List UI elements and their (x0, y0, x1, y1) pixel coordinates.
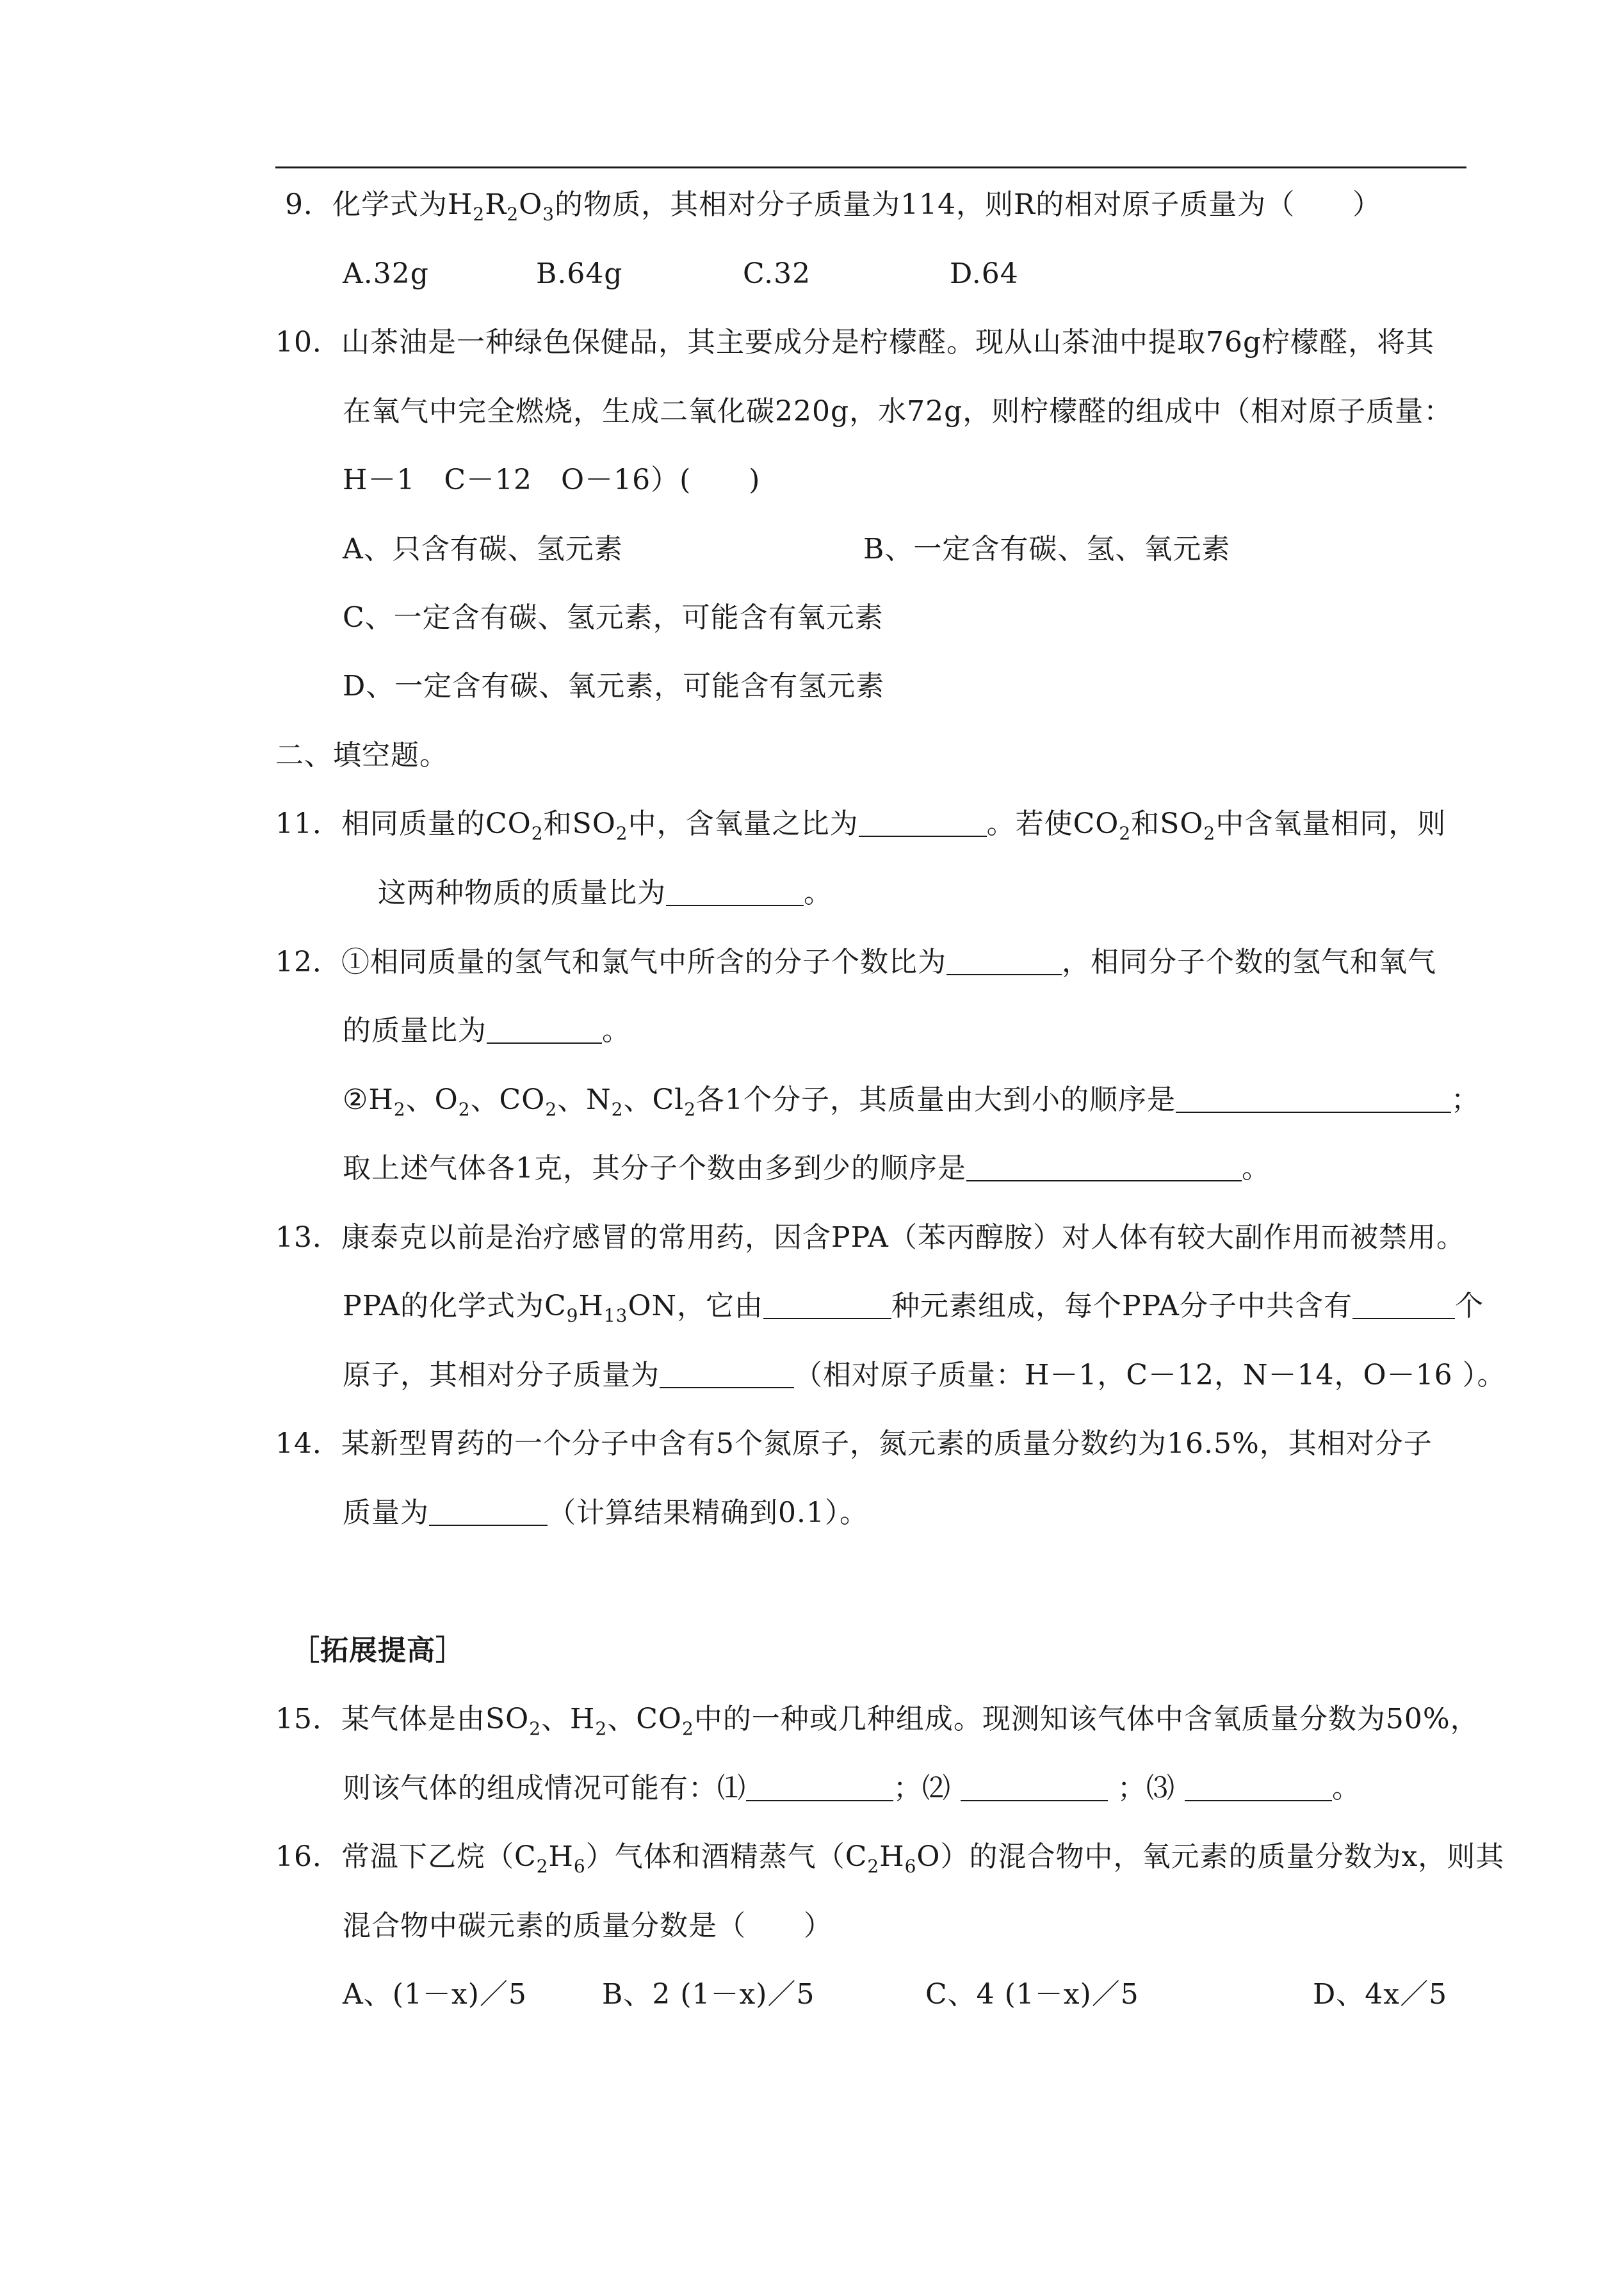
question-number: 9． (285, 188, 332, 221)
question-13-line-2: PPA的化学式为$C_9H_{13}ON$，它由 种元素组成，每个PPA分子中共含有 个 (343, 1290, 1484, 1326)
answer-blank[interactable] (763, 1290, 891, 1319)
question-11-line-2: 这两种物质的质量比为 。 (378, 877, 832, 909)
answer-blank[interactable] (666, 877, 804, 906)
question-13-line-3: 原子，其相对分子质量为 （相对原子质量：H－1，C－12，N－14，O－16 ）。 (343, 1359, 1506, 1391)
question-12-line-4: 取上述气体各1克，其分子个数由多到少的顺序是 。 (343, 1152, 1271, 1185)
question-9: 9．化学式为$H_2R_2O_3$的物质，其相对分子质量为114，则R的相对原子质量为（ ） (285, 188, 1382, 225)
option-c: C.32 (743, 257, 811, 290)
answer-blank[interactable] (660, 1359, 794, 1388)
option-d: D、一定含有碳、氧元素，可能含有氢元素 (343, 670, 885, 702)
option-d: D、4x／5 (1313, 1978, 1448, 2011)
question-number: 16． (275, 1840, 341, 1873)
answer-blank[interactable] (946, 946, 1062, 975)
option-a: A、只含有碳、氢元素 (343, 533, 623, 565)
question-10-line-3: H－1 C－12 O－16）( ) (343, 464, 761, 496)
answer-blank[interactable] (961, 1772, 1108, 1801)
answer-blank[interactable] (429, 1496, 548, 1526)
option-b: B、一定含有碳、氢、氧元素 (863, 533, 1231, 565)
question-number: 11． (275, 807, 341, 840)
question-number: 13． (275, 1221, 341, 1254)
question-15-line-1: 15．某气体是由$SO_2$、$H_2$、$CO_2$中的一种或几种组成。现测知该气体中含氧质量分数为50%， (275, 1703, 1479, 1739)
option-a: A、(1－x)／5 (343, 1978, 527, 2011)
option-c: C、4 (1－x)／5 (925, 1978, 1139, 2011)
question-12-line-3: $②H_2$、$O_2$、$CO_2$、$N_2$、$Cl_2$各1个分子，其质量由大到小的顺序是 ； (343, 1083, 1481, 1120)
question-11-line-1: 11．相同质量的$CO_2$和$SO_2$中，含氧量之比为 。若使$CO_2$和$SO_2$中含氧量相同，则 (275, 807, 1447, 844)
option-c: C、一定含有碳、氢元素，可能含有氧元素 (343, 601, 884, 634)
question-14-line-2: 质量为 （计算结果精确到0.1）。 (343, 1496, 868, 1529)
option-b: B.64g (536, 257, 623, 290)
section-heading: ［拓展提高］ (291, 1634, 464, 1667)
question-14-line-1: 14．某新型胃药的一个分子中含有5个氮原子，氮元素的质量分数约为16.5%，其相对分子 (275, 1427, 1433, 1460)
question-10-line-1: 10．山茶油是一种绿色保健品，其主要成分是柠檬醛。现从山茶油中提取76g柠檬醛，将其 (275, 326, 1435, 359)
question-12-line-1: 12．①相同质量的氢气和氯气中所含的分子个数比为 ，相同分子个数的氢气和氧气 (275, 946, 1436, 978)
question-13-line-1: 13．康泰克以前是治疗感冒的常用药，因含PPA（苯丙醇胺）对人体有较大副作用而被禁用。 (275, 1221, 1465, 1254)
question-number: 14． (275, 1427, 341, 1460)
question-16-line-2: 混合物中碳元素的质量分数是（ ） (343, 1910, 832, 1942)
answer-blank[interactable] (966, 1152, 1242, 1181)
answer-blank[interactable] (859, 807, 987, 837)
option-a: A.32g (343, 257, 429, 290)
question-number: 12． (275, 946, 341, 978)
question-number: 10． (275, 326, 341, 359)
answer-blank[interactable] (1176, 1083, 1451, 1113)
answer-blank[interactable] (746, 1772, 893, 1801)
question-16-line-1: 16．常温下乙烷$(C_2H_6)$气体和酒精蒸气$(C_2H_6O)$的混合物中，氧元素的质量分数为x，则其 (275, 1840, 1505, 1877)
option-b: B、2 (1－x)／5 (602, 1978, 815, 2011)
option-d: D.64 (950, 257, 1019, 290)
answer-blank[interactable] (487, 1014, 602, 1044)
question-10-line-2: 在氧气中完全燃烧，生成二氧化碳220g，水72g，则柠檬醛的组成中（相对原子质量： (343, 395, 1453, 428)
header-rule (275, 166, 1466, 168)
question-12-line-2: 的质量比为 。 (343, 1014, 631, 1047)
question-15-line-2: 则该气体的组成情况可能有：⑴ ；⑵ ；⑶ 。 (343, 1772, 1361, 1804)
answer-blank[interactable] (1352, 1290, 1455, 1319)
section-heading: 二、填空题。 (275, 739, 448, 772)
question-number: 15． (275, 1703, 341, 1735)
answer-blank[interactable] (1185, 1772, 1332, 1801)
